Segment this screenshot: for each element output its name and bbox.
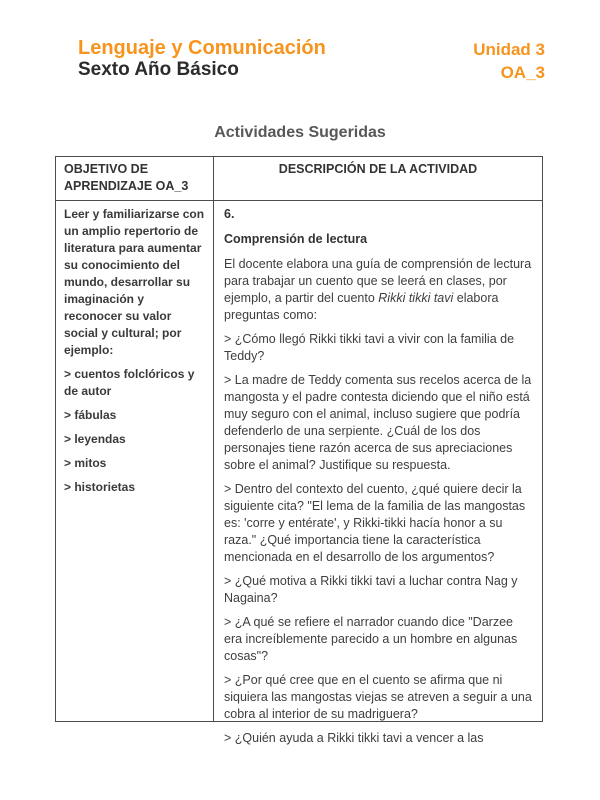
activity-question-4: > ¿Qué motiva a Rikki tikki tavi a luchar contra Nag y Nagaina? — [224, 574, 518, 605]
table-header-row — [56, 157, 543, 201]
activity-intro-pre: El docente elabora una guía de comprensión de lectura para trabajar un cuento que se leerá en clases, por ejemplo, a partir del cuento — [224, 257, 532, 305]
objective-bullet-mitos: > mitos — [64, 456, 107, 470]
objective-text: Leer y familiarizarse con un amplio repertorio de literatura para aumentar su conocimiento del mundo, desarrollar su imaginación y reconocer su valor social y cultural; por ejemplo: — [64, 207, 205, 357]
activity-number: 6. — [224, 207, 235, 221]
description-cell — [214, 201, 543, 745]
objective-bullet-historietas: > historietas — [64, 480, 136, 494]
subject-title: Lenguaje y Comunicación — [78, 37, 326, 59]
description-column-header: DESCRIPCIÓN DE LA ACTIVIDAD — [214, 157, 543, 201]
table-body-row — [56, 201, 543, 722]
activity-intro-post: elabora preguntas como: — [224, 291, 499, 322]
activity-question-7: > ¿Quién ayuda a Rikki tikki tavi a vencer a las — [224, 731, 484, 745]
activities-table — [55, 156, 543, 745]
header-right — [473, 37, 545, 83]
objective-bullet-leyendas: > leyendas — [64, 432, 126, 446]
objective-cell — [56, 201, 214, 722]
activity-question-3: > Dentro del contexto del cuento, ¿qué quiere decir la siguiente cita? "El lema de la familia de las mangostas es: 'corre y entérate', y Rikki-tikki hacía honor a su raza." ¿Qué importancia tiene la característica mencionada en el desarrollo de los argumentos? — [224, 482, 526, 564]
activity-intro — [224, 256, 532, 324]
document-header — [0, 0, 600, 83]
objective-column-header: OBJETIVO DE APRENDIZAJE OA_3 — [56, 157, 214, 201]
page-title: Actividades Sugeridas — [214, 124, 386, 141]
activity-question-2: > La madre de Teddy comenta sus recelos acerca de la mangosta y el padre contesta diciendo que el niño está muy seguro con el animal, incluso sugiere que podría defenderlo de una serpiente. ¿Cuál de los dos personajes tiene razón acerca de sus apreciaciones sobre el animal? Justifique su respuesta. — [224, 373, 532, 472]
activity-subtitle: Comprensión de lectura — [224, 232, 368, 246]
story-title-italic: Rikki tikki tavi — [378, 291, 454, 305]
activity-question-5: > ¿A qué se refiere el narrador cuando dice "Darzee era increíblemente parecido a un hombre en algunas cosas"? — [224, 615, 518, 663]
header-left — [78, 37, 326, 81]
description-content — [224, 206, 532, 745]
oa-label: OA_3 — [500, 63, 545, 82]
unit-label: Unidad 3 — [473, 40, 545, 59]
activity-question-6: > ¿Por qué cree que en el cuento se afirma que ni siquiera las mangostas viejas se atreven a seguir a una cobra al interior de su madriguera? — [224, 673, 532, 721]
objective-bullet-fabulas: > fábulas — [64, 408, 117, 422]
objective-bullet-cuentos: > cuentos folclóricos y de autor — [64, 367, 195, 398]
activity-question-1: > ¿Cómo llegó Rikki tikki tavi a vivir con la familia de Teddy? — [224, 332, 515, 363]
grade-subtitle: Sexto Año Básico — [78, 59, 239, 80]
